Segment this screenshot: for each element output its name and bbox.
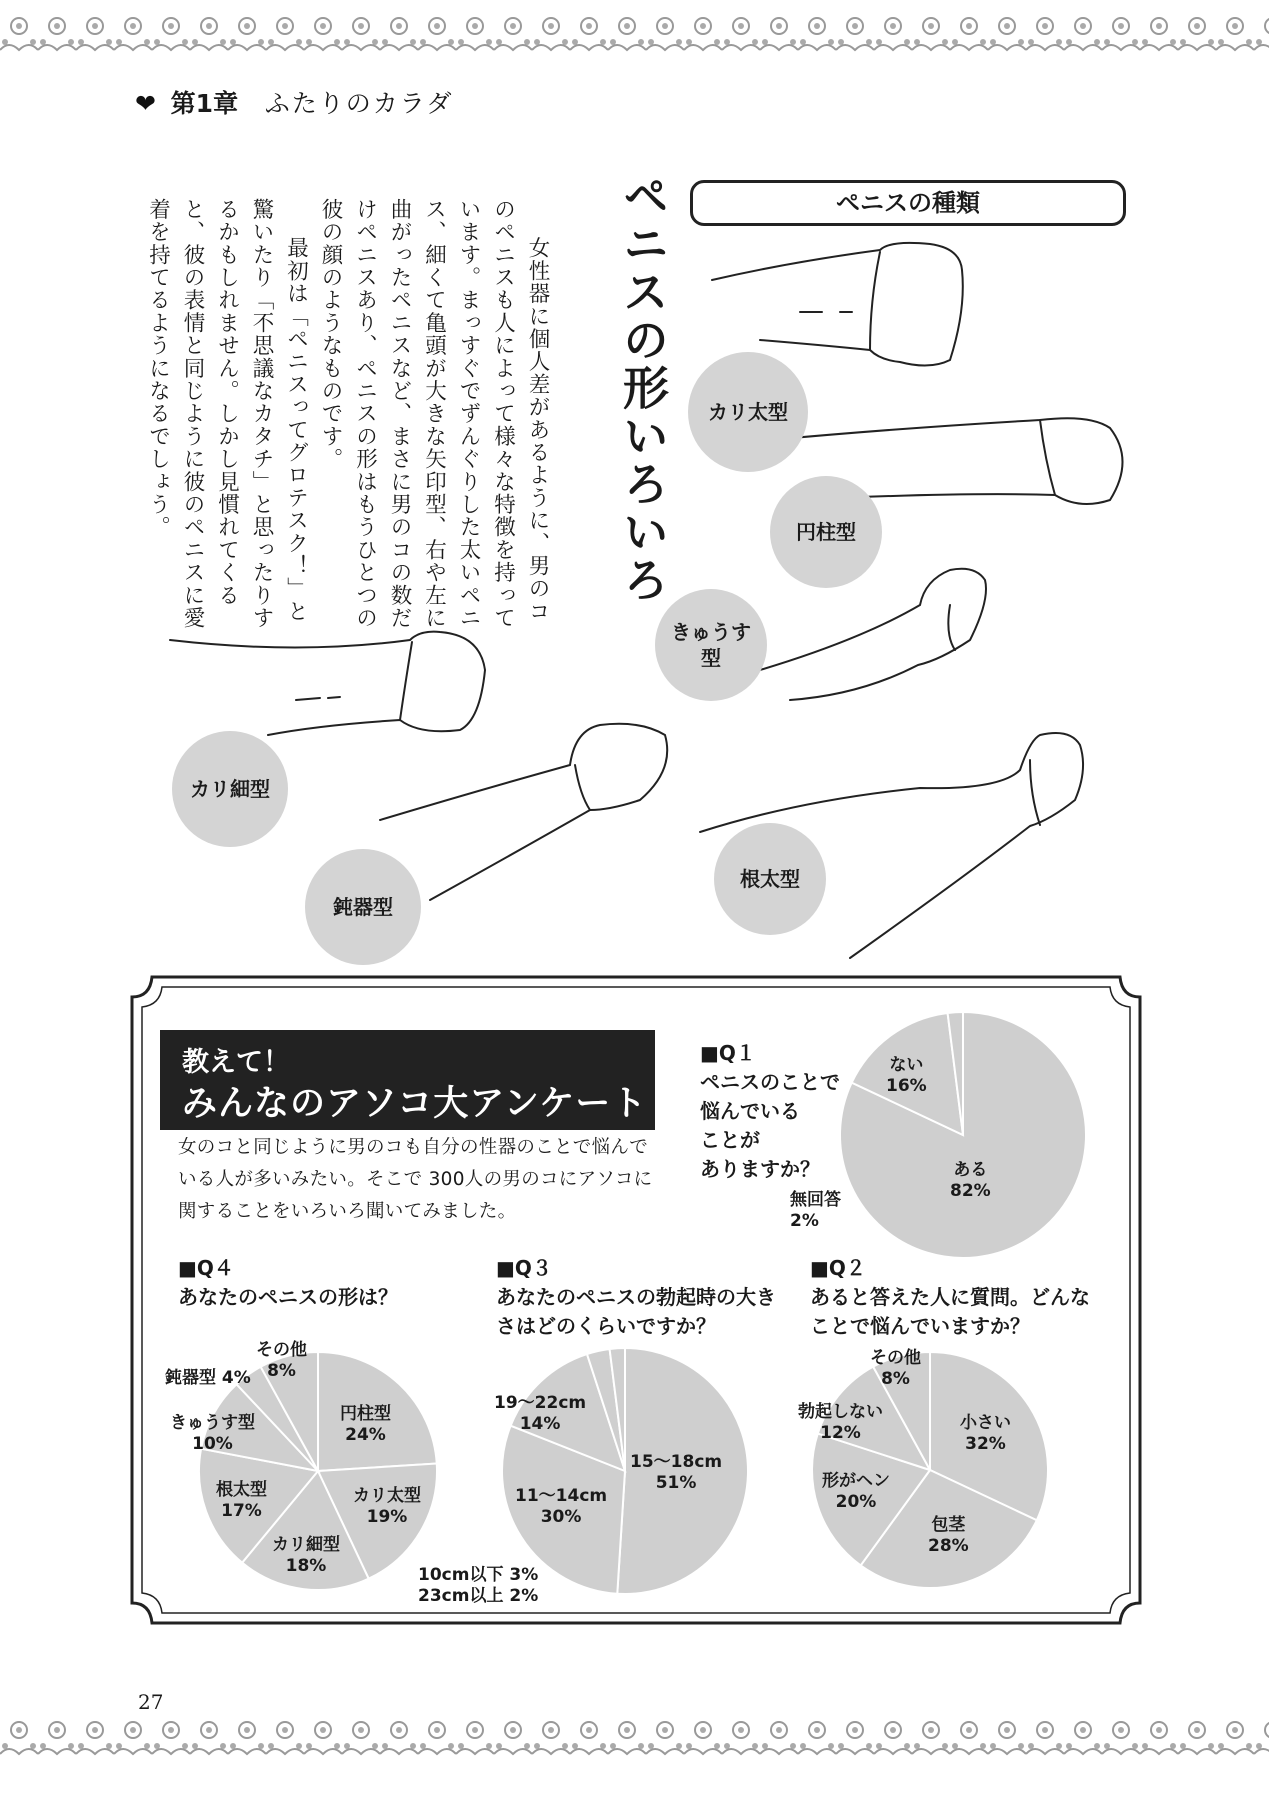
q4-label-sonota	[256, 1340, 307, 1382]
types-heading: ペニスの種類	[690, 180, 1126, 226]
q4-label-enchu	[340, 1404, 391, 1446]
q4-karifuto-value: 19%	[366, 1507, 408, 1527]
q4-nebuto-value: 17%	[221, 1501, 262, 1521]
q2-number: ■Q２	[810, 1256, 866, 1280]
q2-bokki-value: 12%	[820, 1423, 861, 1443]
q4-karifuto-name: カリ太型	[353, 1486, 421, 1506]
decorative-border-bottom	[0, 1716, 1269, 1762]
q3-19-22-value: 14%	[519, 1414, 561, 1434]
q4-karihoso-name: カリ細型	[272, 1535, 340, 1555]
q3-11-14-value: 30%	[540, 1507, 582, 1527]
q2-houkei-name: 包茎	[931, 1515, 966, 1535]
q2-chiisai-name: 小さい	[960, 1413, 1011, 1433]
q2-question: あると答えた人に質問。どんなことで悩んでいますか？	[810, 1285, 1090, 1338]
page-number: 27	[138, 1690, 164, 1714]
illustration-kari-futo	[712, 243, 963, 366]
q1-label-nai	[886, 1055, 927, 1097]
q1-title	[700, 1010, 840, 1184]
q3-15-18-value: 51%	[655, 1473, 697, 1493]
type-kari-futo-label: カリ太型	[688, 352, 808, 472]
q3-number: ■Q３	[496, 1256, 552, 1280]
q1-mukaito-value: 2%	[790, 1211, 819, 1231]
q4-donki-value: 4%	[221, 1368, 251, 1388]
q2-title	[810, 1254, 1100, 1341]
q4-label-donki	[165, 1368, 251, 1389]
q3-15-18-name: 15～18cm	[630, 1452, 723, 1472]
q3-footnote-line2: 23cm以上 2%	[418, 1586, 539, 1606]
survey-header	[160, 1030, 655, 1130]
illustration-donki	[380, 724, 667, 900]
q1-mukaito-name: 無回答	[790, 1190, 841, 1210]
type-donki-label: 鈍器型	[305, 849, 421, 965]
article-paragraph-1: 女性器に個人差があるように、男のコのペニスも人によって様々な特徴を持っています。まっすぐでずんぐりした太いペニス、細くて亀頭が大きな矢印型、右や左に曲がったペニスなど、まさに男のコの数だけペニスあり、ペニスの形はもうひとつの彼の顔のようなものです。	[318, 198, 550, 630]
survey-intro: 女のコと同じように男のコも自分の性器のことで悩んでいる人が多いみたい。そこで 300人の男のコにアソコに関することをいろいろ聞いてみました。	[178, 1137, 653, 1222]
q4-sonota-name: その他	[256, 1340, 307, 1360]
survey-header-title: みんなのアソコ大アンケート	[182, 1084, 648, 1124]
q3-footnote-line1: 10cm以下 3%	[418, 1565, 539, 1585]
q1-question: ペニスのことで 悩んでいる ことが ありますか？	[700, 1070, 840, 1181]
q1-aru-value: 82%	[950, 1181, 991, 1201]
q1-label-aru	[950, 1160, 991, 1202]
q4-question: あなたのペニスの形は？	[178, 1285, 398, 1309]
type-kari-hoso-label: カリ細型	[172, 731, 288, 847]
q3-question: あなたのペニスの勃起時の大きさはどのくらいですか？	[496, 1285, 776, 1338]
q3-label-11-14	[515, 1486, 607, 1528]
q1-number: ■Q１	[700, 1041, 756, 1065]
q2-label-houkei	[928, 1515, 969, 1557]
illustration-kari-hoso	[170, 632, 485, 735]
q2-chiisai-value: 32%	[965, 1434, 1006, 1454]
article-paragraph-2: 最初は「ペニスってグロテスク！」と驚いたり「不思議なカタチ」と思ったりするかもしれません。しかし見慣れてくると、彼の表情と同じように彼のペニスに愛着を持てるようになるでしょう。	[145, 198, 309, 630]
heart-icon: ❤	[135, 89, 156, 118]
q4-enchu-value: 24%	[345, 1425, 386, 1445]
q4-kyusu-value: 10%	[192, 1434, 233, 1454]
chapter-number: 第1章	[170, 89, 239, 118]
q2-sonota-name: その他	[870, 1348, 921, 1368]
q1-pie-chart	[838, 1010, 1088, 1260]
q4-title	[178, 1254, 418, 1312]
q4-enchu-name: 円柱型	[340, 1404, 391, 1424]
q3-label-19-22	[494, 1393, 586, 1435]
q4-karihoso-value: 18%	[285, 1556, 327, 1576]
type-kyusu-label: きゅうす 型	[655, 589, 767, 701]
q3-title	[496, 1254, 786, 1341]
q4-number: ■Q４	[178, 1256, 234, 1280]
q2-label-katachi	[822, 1471, 890, 1513]
q4-label-kyusu	[170, 1413, 255, 1455]
q4-sonota-value: 8%	[267, 1361, 296, 1381]
chapter-title: ふたりのカラダ	[264, 89, 454, 118]
q2-houkei-value: 28%	[928, 1536, 969, 1556]
q2-katachi-value: 20%	[835, 1492, 877, 1512]
q4-label-karifuto	[353, 1486, 421, 1528]
q1-label-mukaito	[790, 1190, 841, 1232]
q2-katachi-name: 形がヘン	[822, 1471, 890, 1491]
q4-nebuto-name: 根太型	[216, 1480, 267, 1500]
q2-label-sonota	[870, 1348, 921, 1390]
q4-kyusu-name: きゅうす型	[170, 1413, 255, 1433]
q2-sonota-value: 8%	[881, 1369, 910, 1389]
article-title: ペニスの形いろいろ	[616, 172, 670, 604]
q1-nai-value: 16%	[886, 1076, 927, 1096]
q3-11-14-name: 11～14cm	[515, 1486, 608, 1506]
q3-footnote	[418, 1565, 538, 1607]
q2-label-bokki	[798, 1402, 883, 1444]
q3-label-15-18	[630, 1452, 722, 1494]
q2-label-chiisai	[960, 1413, 1011, 1455]
q3-19-22-name: 19～22cm	[494, 1393, 587, 1413]
survey-header-small: 教えて！	[182, 1047, 290, 1078]
type-nebuto-label: 根太型	[714, 823, 826, 935]
q1-aru-name: ある	[953, 1160, 988, 1180]
q4-label-karihoso	[272, 1535, 340, 1577]
q4-donki-name: 鈍器型	[165, 1368, 216, 1388]
illustration-kyusu	[760, 569, 986, 700]
q2-bokki-name: 勃起しない	[798, 1402, 883, 1422]
type-enchu-label: 円柱型	[770, 476, 882, 588]
q1-nai-name: ない	[889, 1055, 924, 1075]
q4-label-nebuto	[216, 1480, 267, 1522]
